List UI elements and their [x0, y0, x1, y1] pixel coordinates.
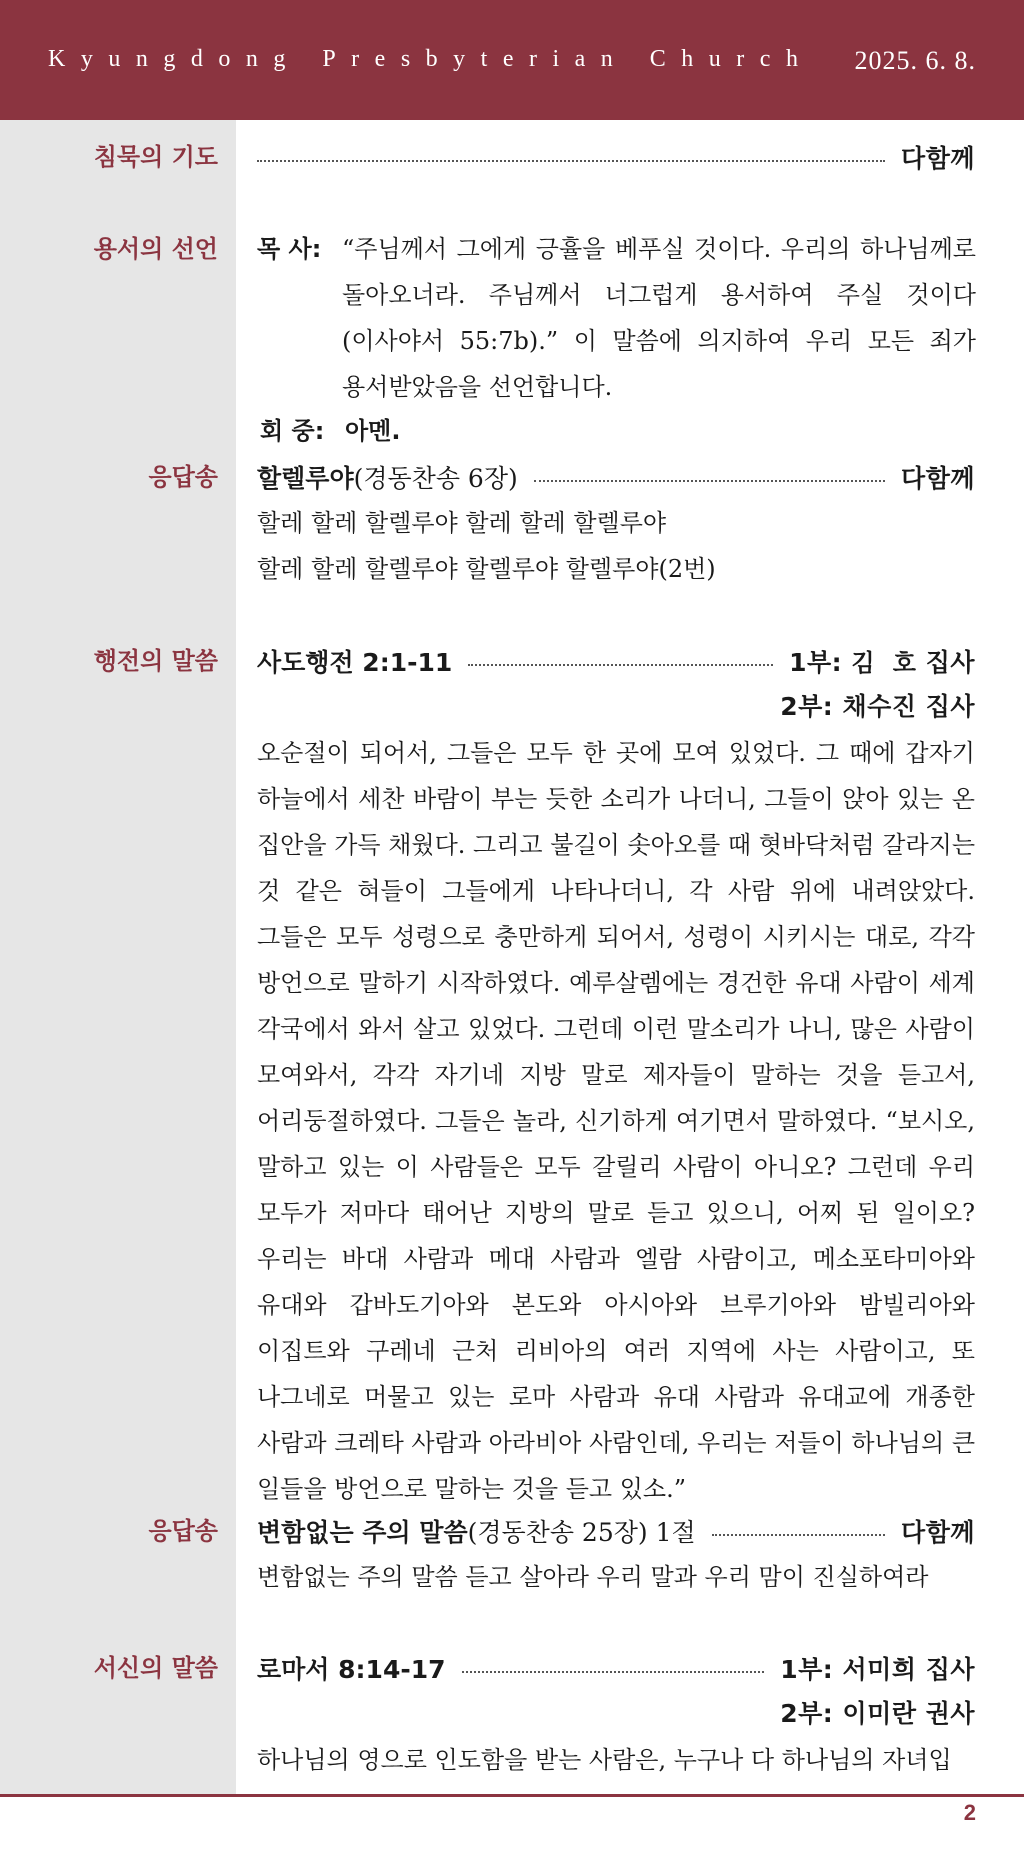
dot-leader [534, 480, 885, 482]
section-label-silent-prayer: 침묵의 기도 [93, 143, 218, 171]
bulletin-date: 2025. 6. 8. [854, 46, 976, 75]
response-song-2-participant: 다함께 [901, 1518, 975, 1547]
section-label-epistle-reading: 서신의 말씀 [93, 1654, 218, 1682]
response-song-2-source: (경동찬송 25장) 1절 [467, 1518, 696, 1547]
page-number: 2 [963, 1800, 976, 1825]
acts-reader-2: 2부: 채수진 집사 [780, 692, 975, 721]
response-song-1-row [257, 454, 975, 500]
dot-leader [462, 1671, 765, 1673]
silent-prayer-row [257, 134, 975, 180]
dot-leader [257, 160, 885, 162]
section-label-absolution: 용서의 선언 [93, 235, 218, 263]
epistle-reference: 로마서 8:14-17 [257, 1655, 446, 1684]
congregation-label: 회 중: [260, 417, 325, 445]
epistle-reader-1: 1부: 서미희 집사 [780, 1655, 975, 1684]
response-song-1-participant: 다함께 [901, 464, 975, 493]
response-song-1-title: 할렐루야 [257, 464, 354, 493]
response-song-1-lyric-1: 할레 할레 할렐루야 할레 할레 할렐루야 [257, 509, 667, 537]
section-label-response-song-2: 응답송 [148, 1517, 218, 1545]
absolution-text: “주님께서 그에게 긍휼을 베푸실 것이다. 우리의 하나님께로 돌아오너라. 주님께서 너그럽게 용서하여 주실 것이다(이사야서 55:7b).” 이 말씀에 의지하여 우리 모든 죄가 용서받았음을 선언합니다. [342, 235, 976, 401]
response-song-1-source: (경동찬송 6장) [353, 464, 518, 493]
epistle-reader-2: 2부: 이미란 권사 [780, 1699, 975, 1728]
response-song-2-lyric: 변함없는 주의 말씀 듣고 살아라 우리 말과 우리 맘이 진실하여라 [257, 1563, 929, 1591]
epistle-reading-row [257, 1645, 975, 1691]
response-song-2-title: 변함없는 주의 말씀 [257, 1518, 468, 1547]
page-header [0, 0, 1024, 120]
footer-rule [0, 1794, 1024, 1797]
section-label-response-song: 응답송 [148, 463, 218, 491]
response-song-1-lyric-2: 할레 할레 할렐루야 할렐루야 할렐루야(2번) [257, 555, 716, 583]
congregation-response: 아멘. [345, 417, 401, 445]
pastor-label: 목 사: [257, 235, 322, 263]
dot-leader [468, 664, 773, 666]
acts-reader-1: 1부: 김 호 집사 [789, 648, 975, 677]
acts-reference: 사도행전 2:1-11 [257, 648, 453, 677]
dot-leader [712, 1534, 885, 1536]
silent-prayer-participant: 다함께 [901, 144, 975, 173]
response-song-2-row [257, 1508, 975, 1554]
church-name: Kyungdong Presbyterian Church [48, 46, 814, 72]
section-label-acts-reading: 행전의 말씀 [93, 647, 218, 675]
acts-scripture-text: 오순절이 되어서, 그들은 모두 한 곳에 모여 있었다. 그 때에 갑자기 하늘에서 세찬 바람이 부는 듯한 소리가 나더니, 그들이 앉아 있는 온 집안을 가득 채웠다. 그리고 불길이 솟아오를 때 혓바닥처럼 갈라지는 것 같은 혀들이 그들에게 나타나더니, 각 사람 위에 내려앉았다. 그들은 모두 성령으로 충만하게 되어서, 성령이 시키시는 대로, 각각 방언으로 말하기 시작하였다. 예루살렘에는 경건한 유대 사람이 세계 각국에서 와서 살고 있었다. 그런데 이런 말소리가 나니, 많은 사람이 모여와서, 각각 자기네 지방 말로 제자들이 말하는 것을 듣고서, 어리둥절하였다. 그들은 놀라, 신기하게 여기면서 말하였다. “보시오, 말하고 있는 이 사람들은 모두 갈릴리 사람이 아니오? 그런데 우리 모두가 저마다 태어난 지방의 말로 듣고 있으니, 어찌 된 일이오? 우리는 바대 사람과 메대 사람과 엘람 사람이고, 메소포타미아와 유대와 갑바도기아와 본도와 아시아와 브루기아와 밤빌리아와 이집트와 구레네 근처 리비아의 여러 지역에 사는 사람이고, 또 나그네로 머물고 있는 로마 사람과 유대 사람과 유대교에 개종한 사람과 크레타 사람과 아라비아 사람인데, 우리는 저들이 하나님의 큰 일들을 방언으로 말하는 것을 듣고 있소.” [257, 739, 975, 1503]
acts-reading-row [257, 638, 975, 684]
epistle-scripture-text: 하나님의 영으로 인도함을 받는 사람은, 누구나 다 하나님의 자녀입 [257, 1746, 952, 1774]
